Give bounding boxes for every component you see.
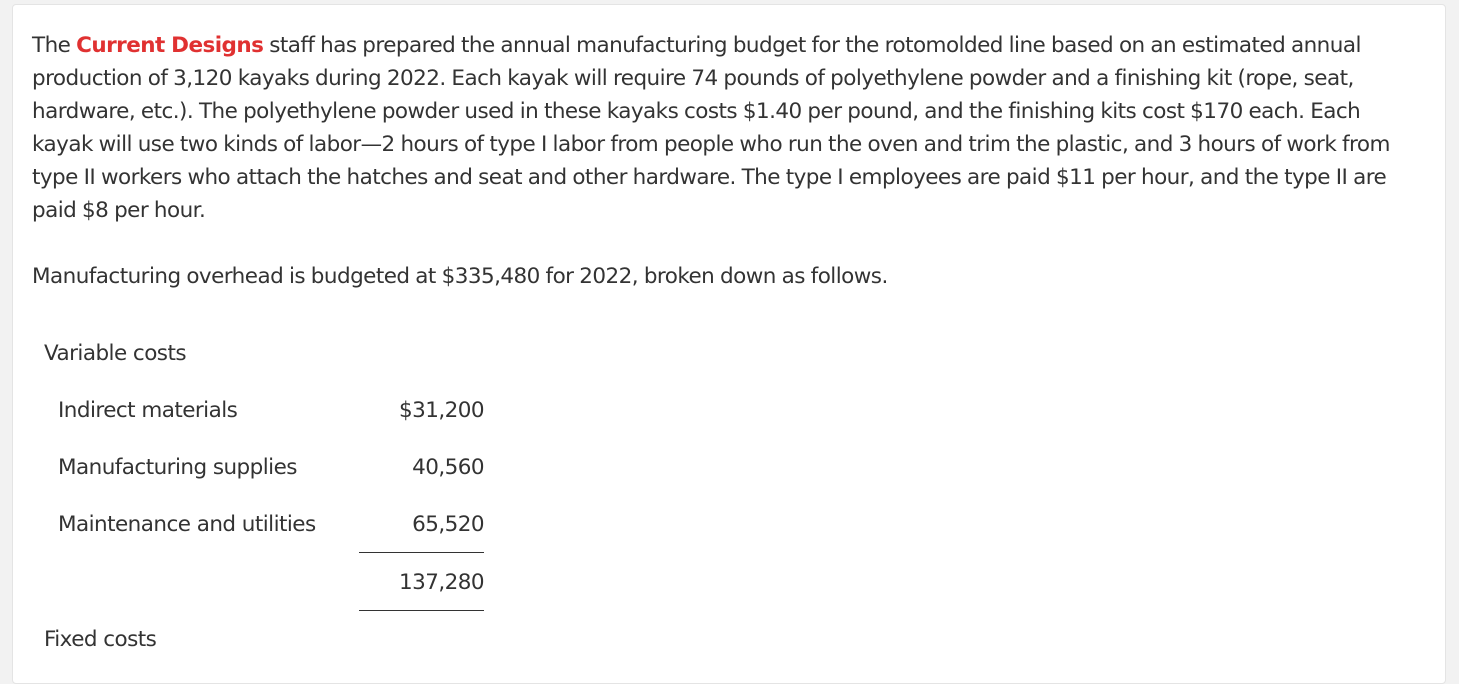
problem-card	[12, 4, 1446, 684]
manufacturing-supplies-amount: 40,560	[412, 455, 484, 480]
company-name: Current Designs	[76, 33, 264, 58]
problem-line: paid $8 per hour.	[32, 198, 206, 223]
total-rule	[359, 610, 484, 611]
indirect-materials-label: Indirect materials	[58, 398, 238, 423]
manufacturing-supplies-label: Manufacturing supplies	[58, 455, 297, 480]
overhead-intro: Manufacturing overhead is budgeted at $335,480 for 2022, broken down as follows.	[32, 264, 888, 289]
problem-line: kayak will use two kinds of labor—2 hours of type I labor from people who run the oven and trim the plastic, and 3 hours of work from	[32, 132, 1390, 157]
variable-costs-heading: Variable costs	[44, 341, 186, 366]
problem-line: production of 3,120 kayaks during 2022. Each kayak will require 74 pounds of polyethylene powder and a finishing kit (rope, seat,	[32, 66, 1354, 91]
fixed-costs-heading: Fixed costs	[44, 627, 157, 652]
maintenance-utilities-amount: 65,520	[412, 512, 484, 537]
indirect-materials-amount: $31,200	[398, 398, 484, 423]
maintenance-utilities-label: Maintenance and utilities	[58, 512, 316, 537]
problem-line: The Current Designs staff has prepared the annual manufacturing budget for the rotomolded line based on an estimated annual	[32, 33, 1361, 58]
variable-costs-total: 137,280	[398, 570, 484, 595]
problem-statement	[32, 29, 1432, 227]
subtotal-rule	[359, 552, 484, 553]
problem-line: hardware, etc.). The polyethylene powder used in these kayaks costs $1.40 per pound, and the finishing kits cost $170 each. Each	[32, 99, 1361, 124]
problem-line: type II workers who attach the hatches and seat and other hardware. The type I employees are paid $11 per hour, and the type II are	[32, 165, 1387, 190]
